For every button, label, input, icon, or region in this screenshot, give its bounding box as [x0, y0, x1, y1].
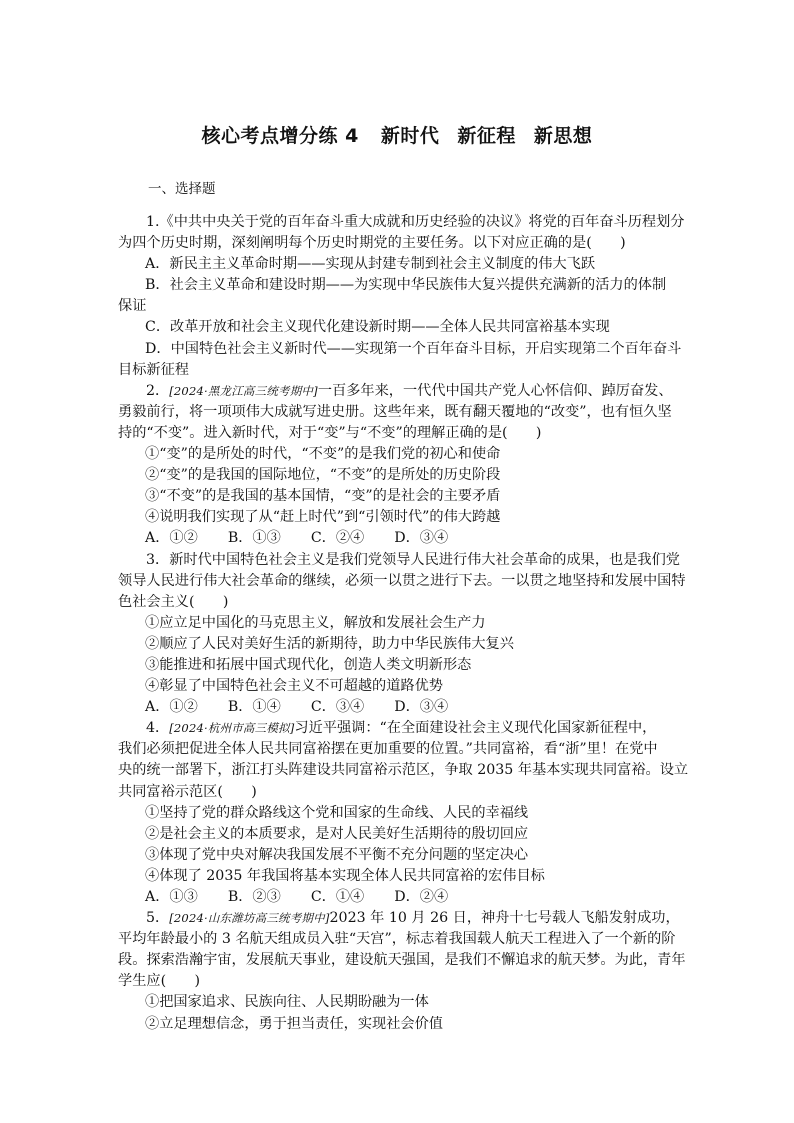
statement-item: ④说明我们实现了从“赶上时代”到“引领时代”的伟大跨越 [145, 509, 501, 526]
question-text-line: 3．新时代中国特色社会主义是我们党领导人民进行伟大社会革命的成果，也是我们党 [146, 551, 680, 568]
choice-b-continued: 保证 [118, 298, 147, 315]
answer-options [118, 887, 688, 908]
statement-item: ②立足理想信念，勇于担当责任，实现社会价值 [145, 1015, 443, 1032]
answer-options [118, 528, 688, 549]
question-text: 习近平强调：“在全面建设社会主义现代化国家新征程中， [294, 720, 657, 737]
choice-a: A．新民主主义革命时期——实现从封建专制到社会主义制度的伟大飞跃 [145, 256, 596, 273]
statement-item: ④彰显了中国特色社会主义不可超越的道路优势 [145, 678, 443, 695]
source-tag: [2024·山东潍坊高三统考期中] [169, 911, 330, 926]
page-title [0, 121, 794, 148]
question-2 [118, 381, 688, 550]
question-3 [118, 550, 688, 719]
statement-item: ①把国家追求、民族向往、人民期盼融为一体 [145, 994, 429, 1011]
statement-item: ②是社会主义的本质要求，是对人民美好生活期待的殷切回应 [145, 825, 529, 842]
question-text-line: 领导人民进行伟大社会革命的继续，必须一以贯之进行下去。一以贯之地坚持和发展中国特 [118, 572, 686, 589]
question-text-line: 段。探索浩瀚宇宙，发展航天事业，建设航天强国，是我们不懈追求的航天梦。为此，青年 [118, 952, 686, 969]
question-text-line: 持的“不变”。进入新时代，对于“变”与“不变”的理解正确的是( ) [118, 424, 542, 441]
choice-d: D．中国特色社会主义新时代——实现第一个百年奋斗目标，开启实现第二个百年奋斗 [145, 340, 682, 357]
question-4 [118, 718, 688, 908]
option-c: C．③④ [310, 699, 365, 716]
question-list [118, 212, 688, 1035]
statement-item: ④体现了 2035 年我国将基本实现全体人民共同富裕的宏伟目标 [145, 867, 545, 884]
question-5 [118, 908, 688, 1035]
question-text-line: 色社会主义( ) [118, 593, 229, 610]
question-text-line: 学生应( ) [118, 973, 201, 990]
question-1 [118, 212, 688, 381]
question-text-line [118, 908, 688, 929]
option-a: A．①② [145, 530, 198, 547]
option-d: D．②④ [394, 889, 449, 905]
question-text-line [118, 381, 688, 402]
option-b: B．②③ [227, 889, 281, 905]
title-main: 核心考点增分练 4 [201, 125, 359, 147]
question-text-line: 勇毅前行，将一项项伟大成就写进史册。这些年来，既有翻天覆地的“改变”，也有恒久坚 [118, 403, 672, 420]
title-part-2: 新征程 [457, 125, 516, 147]
choice-b: B．社会主义革命和建设时期——为实现中华民族伟大复兴提供充满新的活力的体制 [145, 277, 667, 294]
question-text-line: 1.《中共中央关于党的百年奋斗重大成就和历史经验的决议》将党的百年奋斗历程划分 [146, 214, 685, 230]
statement-item: ③“不变”的是我国的基本国情，“变”的是社会的主要矛盾 [145, 488, 501, 505]
source-tag: [2024·黑龙江高三统考期中] [169, 383, 318, 398]
question-text-line: 共同富裕示范区( ) [118, 783, 257, 800]
question-text-line [118, 718, 688, 739]
choice-c: C．改革开放和社会主义现代化建设新时期——全体人民共同富裕基本实现 [145, 319, 610, 336]
choice-d-continued: 目标新征程 [118, 361, 189, 378]
source-tag: [2024·杭州市高三模拟] [169, 721, 295, 736]
option-b: B．①④ [227, 699, 281, 716]
title-part-3: 新思想 [533, 125, 593, 147]
question-text-line: 央的统一部署下，浙江打头阵建设共同富裕示范区，争取 2035 年基本实现共同富裕。设立 [118, 762, 689, 779]
question-number: 4． [146, 720, 170, 737]
question-text: 一百多年来，一代代中国共产党人心怀信仰、踔厉奋发、 [317, 382, 673, 399]
option-a: A．①② [145, 699, 198, 716]
option-c: C．①④ [310, 889, 365, 905]
statement-item: ②“变”的是我国的国际地位，“不变”的是所处的历史阶段 [145, 467, 501, 484]
statement-item: ③体现了党中央对解决我国发展不平衡不充分问题的坚定决心 [145, 846, 529, 863]
statement-item: ②顺应了人民对美好生活的新期待，助力中华民族伟大复兴 [145, 635, 514, 652]
option-c: C．②④ [310, 530, 365, 547]
option-a: A．①③ [145, 889, 198, 905]
title-part-1: 新时代 [380, 125, 440, 147]
question-number: 5． [146, 910, 170, 927]
statement-item: ③能推进和拓展中国式现代化，创造人类文明新形态 [145, 656, 472, 673]
statement-item: ①“变”的是所处的时代，“不变”的是我们党的初心和使命 [145, 446, 501, 463]
answer-options [118, 697, 688, 718]
option-b: B．①③ [227, 530, 281, 547]
option-d: D．③④ [394, 530, 449, 547]
option-d: D．③④ [394, 699, 449, 716]
question-text-line: 我们必须把促进全体人民共同富裕摆在更加重要的位置。”共同富裕，看“浙”里！在党中 [118, 741, 658, 758]
question-number: 2． [146, 382, 170, 399]
statement-item: ①坚持了党的群众路线这个党和国家的生命线、人民的幸福线 [145, 804, 529, 821]
statement-item: ①应立足中国化的马克思主义，解放和发展社会生产力 [145, 614, 486, 631]
question-text: 2023 年 10 月 26 日，神舟十七号载人飞船发射成功， [329, 910, 680, 927]
question-text-line: 为四个历史时期，深刻阐明每个历史时期党的主要任务。以下对应正确的是( ) [118, 235, 626, 252]
question-text-line: 平均年龄最小的 3 名航天组成员入驻“天宫”，标志着我国载人航天工程进入了一个新的阶 [118, 931, 676, 948]
section-heading: 一、选择题 [148, 181, 216, 197]
